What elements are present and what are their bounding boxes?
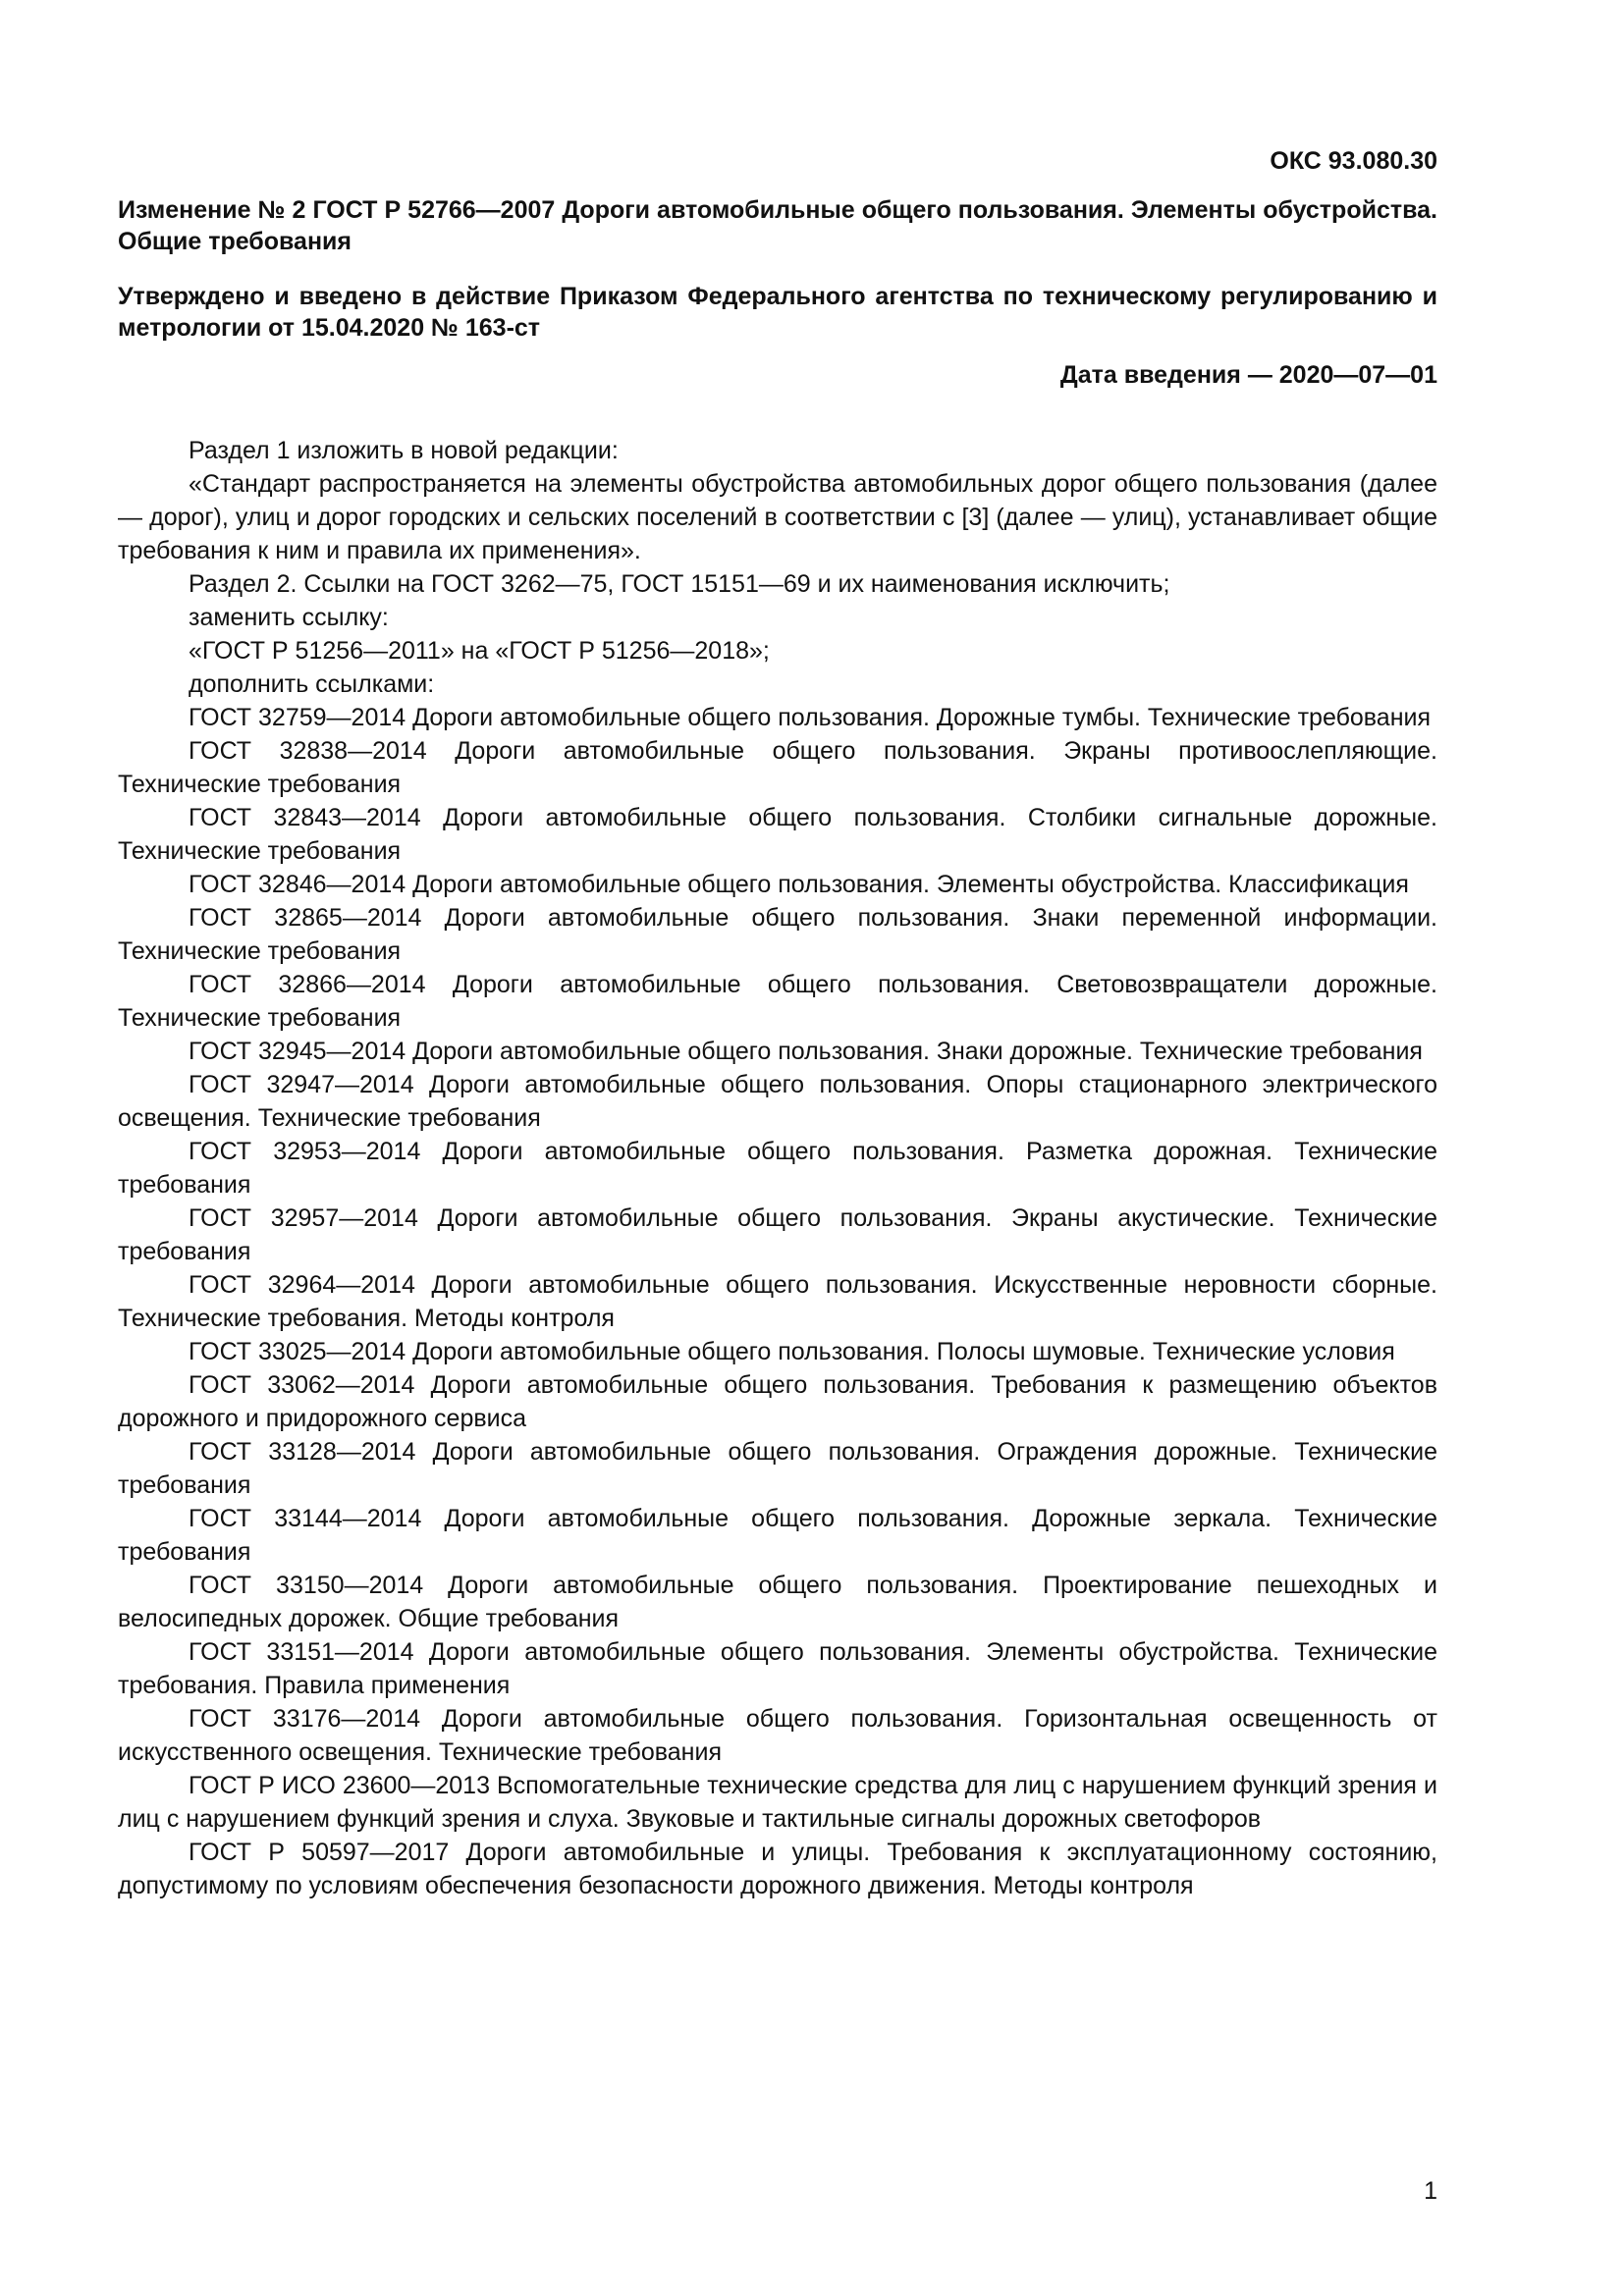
reference-entry: ГОСТ 33025—2014 Дороги автомобильные общего пользования. Полосы шумовые. Технические условия: [189, 1338, 1395, 1365]
reference-entry: ГОСТ 33150—2014 Дороги автомобильные общего пользования. Проектирование пешеходных и велосипедных дорожек. Общие требования: [118, 1572, 1437, 1632]
approval-statement: Утверждено и введено в действие Приказом Федерального агентства по техническому регулированию и метрологии от 15.04.2020 № 163-ст: [118, 283, 1437, 342]
paragraph: Раздел 1 изложить в новой редакции:: [189, 437, 619, 464]
reference-entry: ГОСТ 33062—2014 Дороги автомобильные общего пользования. Требования к размещению объектов дорожного и придорожного сервиса: [118, 1371, 1437, 1432]
reference-entry: ГОСТ 32945—2014 Дороги автомобильные общего пользования. Знаки дорожные. Технические требования: [189, 1038, 1423, 1065]
reference-entry: ГОСТ 32953—2014 Дороги автомобильные общего пользования. Разметка дорожная. Технические требования: [118, 1138, 1437, 1199]
classification-code: ОКС 93.080.30: [1270, 147, 1437, 175]
reference-entry: ГОСТ 33151—2014 Дороги автомобильные общего пользования. Элементы обустройства. Технические требования. Правила применения: [118, 1638, 1437, 1699]
paragraph: «ГОСТ Р 51256—2011» на «ГОСТ Р 51256—2018»;: [189, 637, 770, 665]
reference-entry: ГОСТ 32957—2014 Дороги автомобильные общего пользования. Экраны акустические. Технические требования: [118, 1204, 1437, 1265]
reference-entry: ГОСТ 33144—2014 Дороги автомобильные общего пользования. Дорожные зеркала. Технические требования: [118, 1505, 1437, 1566]
reference-entry: ГОСТ Р ИСО 23600—2013 Вспомогательные технические средства для лиц с нарушением функций зрения и лиц с нарушением функций зрения и слуха. Звуковые и тактильные сигналы дорожных светофоров: [118, 1772, 1437, 1833]
reference-entry: ГОСТ 32865—2014 Дороги автомобильные общего пользования. Знаки переменной информации. Технические требования: [118, 904, 1437, 965]
reference-entry: ГОСТ 32866—2014 Дороги автомобильные общего пользования. Световозвращатели дорожные. Технические требования: [118, 971, 1437, 1032]
reference-entry: ГОСТ 33176—2014 Дороги автомобильные общего пользования. Горизонтальная освещенность от искусственного освещения. Технические требования: [118, 1705, 1437, 1766]
reference-entry: ГОСТ 33128—2014 Дороги автомобильные общего пользования. Ограждения дорожные. Технические требования: [118, 1438, 1437, 1499]
reference-entry: ГОСТ 32843—2014 Дороги автомобильные общего пользования. Столбики сигнальные дорожные. Технические требования: [118, 804, 1437, 865]
reference-entry: ГОСТ 32838—2014 Дороги автомобильные общего пользования. Экраны противоослепляющие. Технические требования: [118, 737, 1437, 798]
paragraph: заменить ссылку:: [189, 604, 389, 631]
reference-entry: ГОСТ Р 50597—2017 Дороги автомобильные и улицы. Требования к эксплуатационному состоянию, допустимому по условиям обеспечения безопасности дорожного движения. Методы контроля: [118, 1839, 1437, 1899]
document-body: [118, 434, 1437, 1902]
document-title: Изменение № 2 ГОСТ Р 52766—2007 Дороги автомобильные общего пользования. Элементы обустройства. Общие требования: [118, 196, 1437, 255]
reference-entry: ГОСТ 32846—2014 Дороги автомобильные общего пользования. Элементы обустройства. Классификация: [189, 871, 1409, 898]
paragraph: «Стандарт распространяется на элементы обустройства автомобильных дорог общего пользования (далее — дорог), улиц и дорог городских и сельских поселений в соответствии с [3] (далее — улиц), устанавливает общие требования к ним и правила их применения».: [118, 470, 1437, 564]
introduction-date: Дата введения — 2020—07—01: [1059, 361, 1437, 389]
page-number: 1: [1424, 2177, 1437, 2205]
reference-entry: ГОСТ 32759—2014 Дороги автомобильные общего пользования. Дорожные тумбы. Технические требования: [189, 704, 1432, 731]
paragraph: дополнить ссылками:: [189, 670, 435, 698]
paragraph: Раздел 2. Ссылки на ГОСТ 3262—75, ГОСТ 15151—69 и их наименования исключить;: [189, 570, 1170, 598]
reference-entry: ГОСТ 32947—2014 Дороги автомобильные общего пользования. Опоры стационарного электрического освещения. Технические требования: [118, 1071, 1437, 1132]
reference-entry: ГОСТ 32964—2014 Дороги автомобильные общего пользования. Искусственные неровности сборные. Технические требования. Методы контроля: [118, 1271, 1437, 1332]
